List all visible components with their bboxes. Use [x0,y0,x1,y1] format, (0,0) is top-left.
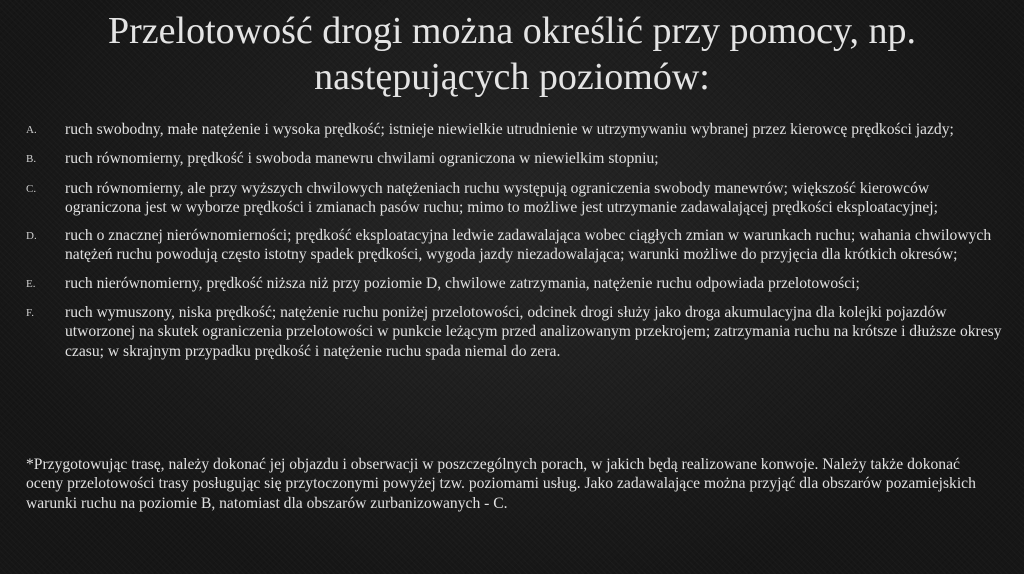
list-item-c [26,179,1006,218]
list-marker: A. [26,124,37,136]
footnote: *Przygotowując trasę, należy dokonać jej objazdu i obserwacji w poszczególnych porach, w jakich będą realizowane konwoje. Należy także dokonać oceny przelotowości trasy posługując się przytoczonymi powyżej tzw. poziomami usług. Jako zadawalające można przyjąć dla obszarów pozamiejskich warunki ruchu na poziomie B, natomiast dla obszarów zurbanizowanych - C. [26,456,976,512]
list-item-text: ruch równomierny, ale przy wyższych chwilowych natężeniach ruchu występują ograniczenia swobody manewrów; większość kierowców ograniczona jest w wyborze prędkości i zmianach pasów ruchu; mimo to możliwe jest utrzymanie zadawalającej prędkości eksploatacyjnej; [65,179,938,216]
list-item-text: ruch równomierny, prędkość i swoboda manewru chwilami ograniczona w niewielkim stopniu; [65,150,659,168]
list-item-a [26,120,1006,140]
list-marker: F. [26,307,34,320]
list-marker: D. [26,230,37,243]
list-item-b [26,149,1006,169]
slide-title-line-2: następujących poziomów: [314,56,710,98]
slide-title [20,8,1004,100]
list-marker: C. [26,182,37,195]
list-item-text: ruch wymuszony, niska prędkość; natężenie ruchu poniżej przelotowości, odcinek drogi służy jako droga akumulacyjna dla kolejki pojazdów utworzonej na skutek ograniczenia przelotowości w punkcie leżącym przed analizowanym przekrojem; zatrzymania ruchu na krótsze i dłuższe okresy czasu; w skrajnym przypadku prędkość i natężenie ruchu spada niemal do zera. [65,304,1002,360]
slide-title-line-1: Przelotowość drogi można określić przy pomocy, np. [107,10,916,52]
list-marker: E. [26,277,36,290]
list-item-f [26,303,1006,361]
list-item-text: ruch nierównomierny, prędkość niższa niż przy poziomie D, chwilowe zatrzymania, natężenie ruchu odpowiada przelotowości; [65,274,860,292]
service-levels-list [26,120,1006,370]
list-item-d [26,226,1006,265]
list-item-text: ruch swobodny, małe natężenie i wysoka prędkość; istnieje niewielkie utrudnienie w utrzymywaniu wybranej przez kierowcę prędkości jazdy; [65,121,954,138]
list-item-e [26,274,1006,294]
list-marker: B. [26,153,37,166]
list-item-text: ruch o znacznej nierównomierności; prędkość eksploatacyjna ledwie zadawalająca wobec ciągłych zmian w warunkach ruchu; wahania chwilowych natężeń ruchu powodują często istotny spadek prędkości, wygoda jazdy niezadowalająca; warunki możliwe do przyjęcia dla krótkich okresów; [65,227,992,264]
